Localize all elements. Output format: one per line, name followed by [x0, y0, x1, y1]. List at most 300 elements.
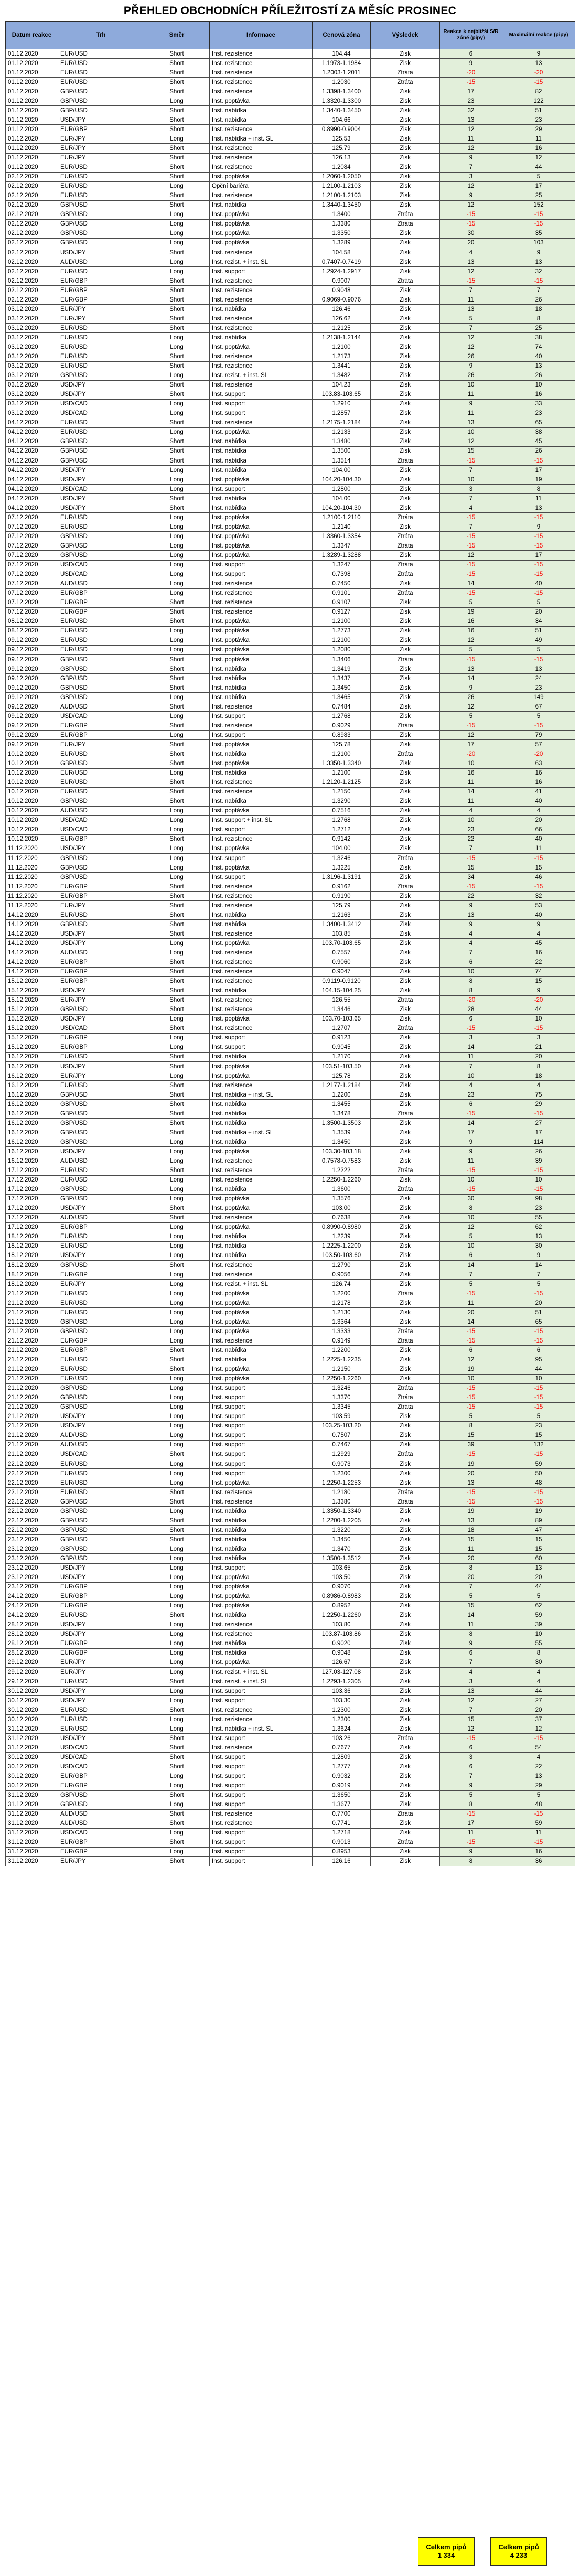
price-zone-cell: 1.3437 [313, 674, 371, 683]
reaction-cell: 5 [440, 1232, 502, 1241]
date-cell: 09.12.2020 [6, 683, 58, 693]
market-cell: USD/JPY [58, 380, 144, 390]
date-cell: 11.12.2020 [6, 892, 58, 901]
reaction-cell: -15 [440, 1336, 502, 1346]
date-cell: 01.12.2020 [6, 134, 58, 144]
direction-cell: Long [144, 1402, 210, 1412]
direction-cell: Long [144, 1185, 210, 1194]
information-cell: Inst. poptávka [210, 1298, 313, 1308]
date-cell: 18.12.2020 [6, 1232, 58, 1241]
direction-cell: Long [144, 1573, 210, 1582]
direction-cell: Long [144, 1383, 210, 1393]
result-cell: Zisk [371, 352, 440, 361]
table-row [6, 1856, 575, 1866]
reaction-cell: -15 [440, 78, 502, 87]
price-zone-cell: 126.46 [313, 305, 371, 314]
direction-cell: Short [144, 1611, 210, 1620]
max-reaction-cell: 22 [502, 958, 575, 967]
table-row [6, 1261, 575, 1270]
price-zone-cell: 1.2910 [313, 399, 371, 409]
direction-cell: Short [144, 87, 210, 96]
market-cell: EUR/USD [58, 1308, 144, 1317]
information-cell: Inst. nabídka [210, 446, 313, 456]
direction-cell: Long [144, 485, 210, 494]
reaction-cell: 5 [440, 1412, 502, 1421]
result-cell: Zisk [371, 1563, 440, 1573]
price-zone-cell: 1.3370 [313, 1393, 371, 1402]
result-cell: Zisk [371, 976, 440, 986]
information-cell: Inst. poptávka [210, 229, 313, 238]
information-cell: Inst. rezistence [210, 1819, 313, 1828]
reaction-cell: 7 [440, 1582, 502, 1592]
reaction-cell: 7 [440, 163, 502, 172]
price-zone-cell: 1.3406 [313, 655, 371, 664]
table-row [6, 1024, 575, 1033]
table-row [6, 1838, 575, 1847]
information-cell: Inst. rezist. + inst. SL [210, 1280, 313, 1289]
table-row [6, 1620, 575, 1629]
direction-cell: Long [144, 466, 210, 475]
reaction-cell: 10 [440, 1374, 502, 1383]
price-zone-cell: 0.9045 [313, 1043, 371, 1052]
information-cell: Inst. support [210, 1393, 313, 1402]
price-zone-cell: 0.9127 [313, 607, 371, 617]
result-cell: Ztráta [371, 995, 440, 1005]
max-reaction-cell: 11 [502, 134, 575, 144]
max-reaction-cell: 66 [502, 825, 575, 834]
table-row [6, 1582, 575, 1592]
result-cell: Zisk [371, 1043, 440, 1052]
price-zone-cell: 103.85 [313, 929, 371, 939]
max-reaction-cell: 4 [502, 1677, 575, 1687]
market-cell: GBP/USD [58, 1194, 144, 1204]
date-cell: 22.12.2020 [6, 1488, 58, 1497]
market-cell: USD/JPY [58, 1629, 144, 1639]
direction-cell: Short [144, 1838, 210, 1847]
reaction-cell: 10 [440, 967, 502, 976]
max-reaction-cell: 65 [502, 1317, 575, 1327]
date-cell: 17.12.2020 [6, 1213, 58, 1222]
information-cell: Inst. rezistence [210, 286, 313, 295]
price-zone-cell: 1.3677 [313, 1800, 371, 1809]
price-zone-cell: 1.3360-1.3354 [313, 532, 371, 541]
result-cell: Zisk [371, 1213, 440, 1222]
direction-cell: Long [144, 409, 210, 418]
market-cell: USD/JPY [58, 1421, 144, 1431]
max-reaction-cell: 11 [502, 844, 575, 853]
market-cell: EUR/JPY [58, 144, 144, 153]
result-cell: Ztráta [371, 1383, 440, 1393]
information-cell: Inst. nabídka [210, 1052, 313, 1061]
max-reaction-cell: 26 [502, 371, 575, 380]
information-cell: Inst. nabídka [210, 437, 313, 446]
table-row [6, 1175, 575, 1185]
table-row [6, 910, 575, 920]
reaction-cell: 5 [440, 314, 502, 324]
direction-cell: Short [144, 1790, 210, 1800]
market-cell: EUR/USD [58, 768, 144, 778]
direction-cell: Long [144, 768, 210, 778]
table-row [6, 380, 575, 390]
price-zone-cell: 1.2790 [313, 1261, 371, 1270]
direction-cell: Long [144, 1137, 210, 1147]
price-zone-cell: 1.3333 [313, 1327, 371, 1336]
direction-cell: Long [144, 1648, 210, 1658]
table-row [6, 1507, 575, 1516]
max-reaction-cell: 39 [502, 1620, 575, 1629]
result-cell: Ztráta [371, 655, 440, 664]
table-row [6, 248, 575, 257]
direction-cell: Short [144, 1100, 210, 1109]
information-cell: Inst. rezistence [210, 588, 313, 598]
price-zone-cell: 1.3400-1.3412 [313, 920, 371, 929]
reaction-cell: 3 [440, 1753, 502, 1762]
market-cell: USD/CAD [58, 485, 144, 494]
result-cell: Zisk [371, 768, 440, 778]
reaction-cell: 5 [440, 1790, 502, 1800]
date-cell: 18.12.2020 [6, 1251, 58, 1260]
table-row [6, 522, 575, 532]
direction-cell: Short [144, 1081, 210, 1090]
date-cell: 04.12.2020 [6, 427, 58, 437]
price-zone-cell: 1.3364 [313, 1317, 371, 1327]
table-row [6, 1365, 575, 1374]
reaction-cell: 7 [440, 324, 502, 333]
result-cell: Zisk [371, 834, 440, 844]
reaction-cell: 10 [440, 815, 502, 825]
table-row [6, 87, 575, 96]
market-cell: USD/CAD [58, 1828, 144, 1838]
market-cell: GBP/USD [58, 664, 144, 674]
market-cell: GBP/USD [58, 1119, 144, 1128]
price-zone-cell: 1.2177-1.2184 [313, 1081, 371, 1090]
market-cell: GBP/USD [58, 873, 144, 882]
table-row [6, 712, 575, 721]
table-row [6, 324, 575, 333]
max-reaction-cell: 65 [502, 418, 575, 427]
price-zone-cell: 0.8990-0.9004 [313, 125, 371, 134]
market-cell: USD/CAD [58, 560, 144, 570]
information-cell: Inst. rezistence [210, 607, 313, 617]
table-row [6, 1431, 575, 1440]
result-cell: Zisk [371, 1090, 440, 1100]
max-reaction-cell: -15 [502, 1838, 575, 1847]
table-row [6, 920, 575, 929]
result-cell: Zisk [371, 1705, 440, 1715]
result-cell: Zisk [371, 712, 440, 721]
date-cell: 02.12.2020 [6, 210, 58, 219]
result-cell: Zisk [371, 1592, 440, 1601]
market-cell: GBP/USD [58, 210, 144, 219]
direction-cell: Short [144, 721, 210, 731]
date-cell: 03.12.2020 [6, 390, 58, 399]
market-cell: GBP/USD [58, 1554, 144, 1563]
reaction-cell: 12 [440, 125, 502, 134]
date-cell: 24.12.2020 [6, 1592, 58, 1601]
information-cell: Inst. nabídka [210, 1119, 313, 1128]
table-row [6, 352, 575, 361]
date-cell: 07.12.2020 [6, 598, 58, 607]
price-zone-cell: 1.2239 [313, 1232, 371, 1241]
market-cell: GBP/USD [58, 1128, 144, 1137]
result-cell: Zisk [371, 1819, 440, 1828]
direction-cell: Long [144, 806, 210, 815]
market-cell: USD/JPY [58, 1573, 144, 1582]
table-row [6, 1847, 575, 1856]
date-cell: 09.12.2020 [6, 731, 58, 740]
result-cell: Zisk [371, 1175, 440, 1185]
reaction-cell: 12 [440, 1696, 502, 1705]
direction-cell: Long [144, 1620, 210, 1629]
information-cell: Inst. rezistence [210, 579, 313, 588]
date-cell: 04.12.2020 [6, 475, 58, 485]
price-zone-cell: 1.3225 [313, 863, 371, 873]
direction-cell: Long [144, 1639, 210, 1648]
market-cell: USD/JPY [58, 1734, 144, 1743]
max-reaction-cell: 40 [502, 797, 575, 806]
date-cell: 09.12.2020 [6, 740, 58, 749]
result-cell: Ztráta [371, 68, 440, 78]
max-reaction-cell: 40 [502, 352, 575, 361]
direction-cell: Long [144, 712, 210, 721]
date-cell: 21.12.2020 [6, 1346, 58, 1355]
max-reaction-cell: 35 [502, 229, 575, 238]
table-row [6, 1280, 575, 1289]
table-row [6, 446, 575, 456]
information-cell: Inst. rezist. + inst. SL [210, 1668, 313, 1677]
result-cell: Zisk [371, 1658, 440, 1667]
price-zone-cell: 103.30 [313, 1696, 371, 1705]
market-cell: GBP/USD [58, 1402, 144, 1412]
direction-cell: Long [144, 1336, 210, 1346]
market-cell: GBP/USD [58, 446, 144, 456]
reaction-cell: 14 [440, 1611, 502, 1620]
result-cell: Ztráta [371, 1024, 440, 1033]
market-cell: EUR/GBP [58, 125, 144, 134]
table-row [6, 958, 575, 967]
table-row [6, 731, 575, 740]
max-reaction-cell: 15 [502, 863, 575, 873]
max-reaction-cell: 13 [502, 59, 575, 68]
result-cell: Zisk [371, 437, 440, 446]
market-cell: AUD/USD [58, 579, 144, 588]
information-cell: Inst. nabídka [210, 749, 313, 759]
price-zone-cell: 1.2080 [313, 645, 371, 654]
market-cell: EUR/USD [58, 636, 144, 645]
table-row [6, 210, 575, 219]
direction-cell: Short [144, 1024, 210, 1033]
direction-cell: Short [144, 1856, 210, 1866]
direction-cell: Short [144, 1090, 210, 1100]
max-reaction-cell: 39 [502, 1156, 575, 1166]
reaction-cell: 20 [440, 1554, 502, 1563]
max-reaction-cell: 62 [502, 1601, 575, 1611]
direction-cell: Short [144, 674, 210, 683]
result-cell: Zisk [371, 1800, 440, 1809]
date-cell: 22.12.2020 [6, 1507, 58, 1516]
reaction-cell: 8 [440, 976, 502, 986]
information-cell: Inst. nabídka + inst. SL [210, 1128, 313, 1137]
information-cell: Inst. nabídka [210, 115, 313, 125]
reaction-cell: 11 [440, 1298, 502, 1308]
reaction-cell: 7 [440, 1772, 502, 1781]
direction-cell: Short [144, 456, 210, 466]
table-row [6, 1677, 575, 1687]
reaction-cell: 23 [440, 96, 502, 106]
price-zone-cell: 125.78 [313, 740, 371, 749]
market-cell: EUR/USD [58, 749, 144, 759]
reaction-cell: 10 [440, 427, 502, 437]
date-cell: 11.12.2020 [6, 901, 58, 910]
market-cell: USD/JPY [58, 1014, 144, 1024]
information-cell: Inst. poptávka [210, 513, 313, 522]
max-reaction-cell: 59 [502, 1819, 575, 1828]
date-cell: 16.12.2020 [6, 1137, 58, 1147]
result-cell: Zisk [371, 1459, 440, 1468]
reaction-cell: -15 [440, 1393, 502, 1402]
direction-cell: Long [144, 1554, 210, 1563]
price-zone-cell: 1.2060-1.2050 [313, 172, 371, 181]
market-cell: EUR/GBP [58, 1648, 144, 1658]
table-row [6, 1166, 575, 1175]
result-cell: Zisk [371, 475, 440, 485]
date-cell: 23.12.2020 [6, 1544, 58, 1554]
reaction-cell: 4 [440, 806, 502, 815]
information-cell: Inst. poptávka [210, 626, 313, 636]
table-row [6, 314, 575, 324]
direction-cell: Short [144, 797, 210, 806]
reaction-cell: -15 [440, 1185, 502, 1194]
reaction-cell: 14 [440, 1317, 502, 1327]
price-zone-cell: 1.2200 [313, 1289, 371, 1298]
result-cell: Zisk [371, 626, 440, 636]
market-cell: EUR/USD [58, 361, 144, 371]
market-cell: USD/JPY [58, 939, 144, 948]
direction-cell: Short [144, 305, 210, 314]
market-cell: GBP/USD [58, 853, 144, 863]
reaction-cell: -15 [440, 532, 502, 541]
max-reaction-cell: 5 [502, 598, 575, 607]
table-row [6, 475, 575, 485]
result-cell: Zisk [371, 115, 440, 125]
max-reaction-cell: 51 [502, 626, 575, 636]
information-cell: Inst. rezistence [210, 1261, 313, 1270]
price-zone-cell: 1.2800 [313, 485, 371, 494]
result-cell: Zisk [371, 314, 440, 324]
max-reaction-cell: 14 [502, 1261, 575, 1270]
result-cell: Zisk [371, 418, 440, 427]
market-cell: EUR/USD [58, 645, 144, 654]
date-cell: 02.12.2020 [6, 276, 58, 286]
result-cell: Ztráta [371, 1497, 440, 1507]
max-reaction-cell: 16 [502, 768, 575, 778]
date-cell: 15.12.2020 [6, 1005, 58, 1014]
reaction-cell: 8 [440, 1421, 502, 1431]
reaction-cell: 3 [440, 1677, 502, 1687]
direction-cell: Long [144, 257, 210, 267]
price-zone-cell: 1.3482 [313, 371, 371, 380]
market-cell: GBP/USD [58, 96, 144, 106]
market-cell: AUD/USD [58, 702, 144, 712]
direction-cell: Long [144, 1724, 210, 1734]
max-reaction-cell: 15 [502, 1431, 575, 1440]
result-cell: Zisk [371, 1772, 440, 1781]
direction-cell: Long [144, 399, 210, 409]
reaction-cell: 10 [440, 1175, 502, 1185]
result-cell: Zisk [371, 1743, 440, 1753]
max-reaction-cell: 12 [502, 153, 575, 163]
result-cell: Zisk [371, 522, 440, 532]
information-cell: Inst. rezistence [210, 721, 313, 731]
result-cell: Zisk [371, 466, 440, 475]
reaction-cell: 6 [440, 1100, 502, 1109]
date-cell: 14.12.2020 [6, 920, 58, 929]
max-reaction-cell: 10 [502, 1629, 575, 1639]
result-cell: Zisk [371, 948, 440, 958]
market-cell: EUR/USD [58, 1298, 144, 1308]
direction-cell: Long [144, 1412, 210, 1421]
price-zone-cell: 1.3450 [313, 1535, 371, 1544]
market-cell: EUR/USD [58, 1715, 144, 1724]
reaction-cell: 14 [440, 674, 502, 683]
information-cell: Inst. nabídka [210, 674, 313, 683]
market-cell: AUD/USD [58, 948, 144, 958]
information-cell: Inst. rezistence [210, 948, 313, 958]
price-zone-cell: 103.59 [313, 1412, 371, 1421]
max-reaction-cell: -15 [502, 1289, 575, 1298]
date-cell: 21.12.2020 [6, 1298, 58, 1308]
max-reaction-cell: 9 [502, 522, 575, 532]
price-zone-cell: 0.9142 [313, 834, 371, 844]
table-row [6, 541, 575, 551]
result-cell: Zisk [371, 1119, 440, 1128]
market-cell: EUR/USD [58, 1677, 144, 1687]
direction-cell: Short [144, 1119, 210, 1128]
reaction-cell: 19 [440, 1459, 502, 1468]
date-cell: 01.12.2020 [6, 153, 58, 163]
price-zone-cell: 1.3350 [313, 229, 371, 238]
result-cell: Ztráta [371, 560, 440, 570]
result-cell: Zisk [371, 1847, 440, 1856]
market-cell: EUR/USD [58, 1241, 144, 1251]
col-header-reaction: Reakce k nejbližší S/R zóně (pipy) [440, 22, 502, 49]
table-row [6, 1147, 575, 1156]
price-zone-cell: 0.9048 [313, 1648, 371, 1658]
information-cell: Inst. poptávka [210, 1658, 313, 1667]
market-cell: EUR/USD [58, 352, 144, 361]
price-zone-cell: 0.8952 [313, 1601, 371, 1611]
date-cell: 15.12.2020 [6, 1014, 58, 1024]
reaction-cell: 12 [440, 1222, 502, 1232]
table-row [6, 1705, 575, 1715]
table-row [6, 1488, 575, 1497]
date-cell: 04.12.2020 [6, 418, 58, 427]
direction-cell: Long [144, 342, 210, 352]
information-cell: Inst. support [210, 1469, 313, 1478]
reaction-cell: 5 [440, 1280, 502, 1289]
direction-cell: Short [144, 1526, 210, 1535]
price-zone-cell: 0.7741 [313, 1819, 371, 1828]
date-cell: 21.12.2020 [6, 1450, 58, 1459]
market-cell: EUR/USD [58, 617, 144, 626]
reaction-cell: -15 [440, 1497, 502, 1507]
reaction-cell: 39 [440, 1440, 502, 1450]
information-cell: Inst. nabídka [210, 1346, 313, 1355]
information-cell: Inst. support + inst. SL [210, 815, 313, 825]
reaction-cell: 6 [440, 1014, 502, 1024]
result-cell: Ztráta [371, 1185, 440, 1194]
direction-cell: Long [144, 1459, 210, 1468]
